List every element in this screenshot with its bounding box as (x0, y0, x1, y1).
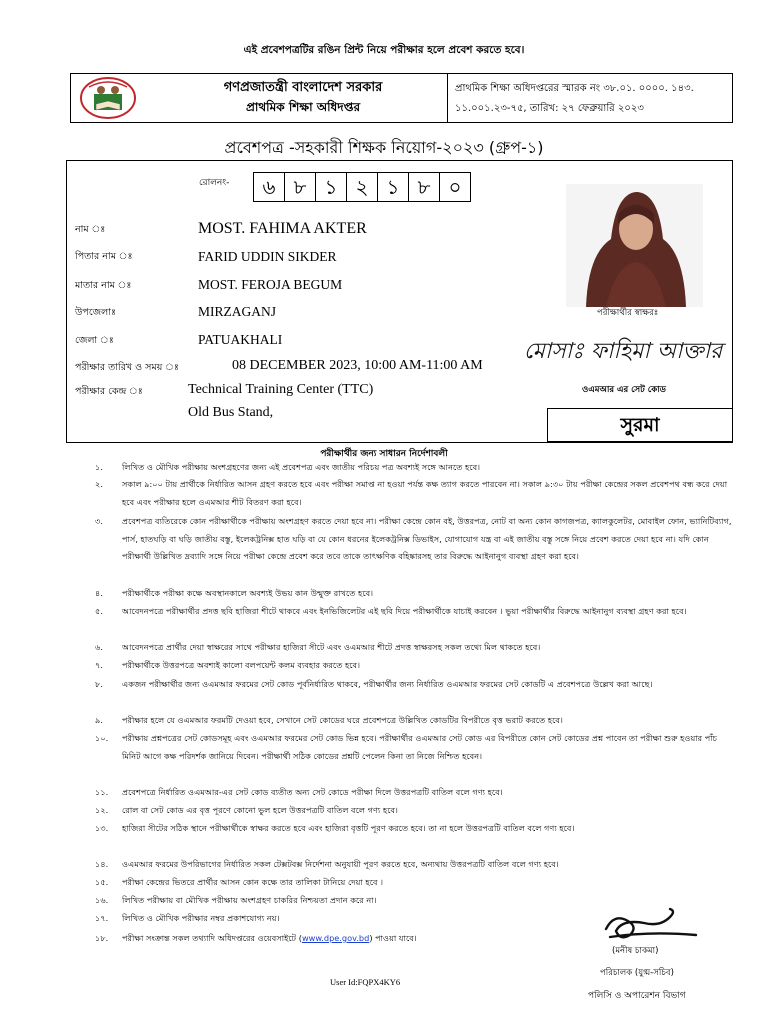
roll-digit: ০ (439, 172, 471, 202)
director-signature (600, 905, 700, 943)
roll-digit: ২ (346, 172, 378, 202)
instruction-item: ১৩. হাজিরা সীটের সঠিক স্থানে পরীক্ষার্থীকে স্বাক্ষর করতে হবে এবং হাজিরা বৃত্তটি পূরণ করতে হবে। তা না হলে উত্তরপত্রটি বাতিল বলে গণ্য হবে। (95, 823, 575, 833)
candidate-signature (513, 329, 733, 371)
district-value: PATUAKHALI (198, 332, 283, 347)
roll-digit: ৬ (253, 172, 285, 202)
department-name: প্রাথমিক শিক্ষা অধিদপ্তর (245, 100, 361, 114)
instruction-item: ৬. আবেদনপত্রে প্রার্থীর দেয়া স্বাক্ষরের সাথে পরীক্ষার হাজিরা সীটে এবং ওএমআর শীটে প্রদত্ত স্বাক্ষরসহ সকল তথ্যে মিল থাকতে হবে। (95, 642, 541, 652)
exam-date-label: পরীক্ষার তারিখ ও সময় ঃ (75, 362, 179, 373)
upazila-label: উপজেলাঃ (75, 307, 117, 318)
name-label: নাম ঃ (75, 224, 106, 235)
memo-date: ১১.০০১.২৩-৭৫, তারিখ: ২৭ ফেব্রুয়ারি ২০২৩ (455, 103, 644, 114)
government-name: গণপ্রজাতন্ত্রী বাংলাদেশ সরকার (223, 80, 383, 95)
exam-center-line1: Technical Training Center (TTC) (188, 382, 374, 397)
instructions-title: পরীক্ষার্থীর জন্য সাধারন নির্দেশাবলী (320, 449, 448, 459)
candidate-photo (566, 184, 703, 307)
dpe-website-link[interactable]: www.dpe.gov.bd (301, 933, 370, 943)
father-name-label: পিতার নাম ঃ (75, 251, 133, 262)
candidate-signature-text: মোসাঃ ফাহিমা আক্তার (523, 339, 723, 364)
instruction-item: ৪. পরীক্ষার্থীকে পরীক্ষা কক্ষে অবস্থানকালে অবশ্যই উভয় কান উন্মুক্ত রাখতে হবে। (95, 588, 374, 598)
admit-card-title: প্রবেশপত্র -সহকারী শিক্ষক নিয়োগ-২০২৩ (গ্রুপ-১) (224, 138, 544, 157)
header-divider (447, 74, 448, 122)
instruction-item: ৮. একজন পরীক্ষার্থীর জন্য ওএমআর ফরমের সেট কোড পূর্বনির্ধারিত থাকবে, পরীক্ষার্থীর জন্য নির্ধারিত ওএমআর ফরমের সেট কোডটি এ প্রবেশপত্রে উল্লেখ করা আছে। (95, 679, 653, 689)
dpe-logo-icon (79, 77, 137, 119)
roll-digit: ১ (315, 172, 347, 202)
omr-set-code-value: সুরমা (547, 408, 733, 442)
district-label: জেলা ঃ (75, 335, 114, 346)
print-notice: এই প্রবেশপত্রটির রঙিন প্রিন্ট নিয়ে পরীক্ষার হলে প্রবেশ করতে হবে। (243, 44, 525, 56)
instruction-item: ১৫. পরীক্ষা কেন্দ্রের ভিতরে প্রার্থীর আসন কোন কক্ষে তার তালিকা টানিয়ে দেয়া হবে । (95, 877, 384, 887)
instruction-item: ১১. প্রবেশপত্রে নির্ধারিত ওএমআর-এর সেট কোড ব্যতীত অন্য সেট কোডে পরীক্ষা দিলে উত্তরপত্রটি বাতিল বলে গণ্য হবে। (95, 787, 503, 797)
name-value: MOST. FAHIMA AKTER (198, 220, 367, 237)
mother-name-value: MOST. FEROJA BEGUM (198, 277, 343, 292)
roll-digit: ৮ (408, 172, 440, 202)
instruction-item: ২. সকাল ৯:০০ টায় প্রার্থীকে নির্ধারিত আসন গ্রহণ করতে হবে এবং পরীক্ষা সমাপ্ত না হওয়া পর্যন্ত কক্ষ ত্যাগ করতে পারবেন না। সকাল ৯:৩০ টায় পরীক্ষা কেন্দ্রের সকল প্রবেশপথ বন্ধ করে দেয়া হবে এবং পরীক্ষার হলে ওএমআর শীট বিতরণ করা হবে। (95, 479, 728, 507)
director-name: (মনীষ চাকমা) (612, 946, 659, 956)
instruction-item: ১০. পরীক্ষায় প্রশ্নপত্রের সেট কোডসমূহ এবং ওএমআর ফরমের সেট কোড ভিন্ন হবে। পরীক্ষার্থীর ওএমআর সেট কোড এর বিপরীতে কোন সেট কোডের প্রশ্ন পাবেন তা পরীক্ষা শুরু হওয়ার পাঁচ মিনিট আগে কক্ষ পরিদর্শক জানিয়ে দিবেন। পরীক্ষার্থী সঠিক কোডের প্রশ্নটি পেলেন কিনা তা নিজে নিশ্চিত হবেন। (95, 733, 718, 761)
header-box (70, 73, 733, 123)
roll-digit: ১ (377, 172, 409, 202)
omr-set-code-label: ওএমআর এর সেট কোড (582, 385, 666, 395)
instruction-item: ১. লিখিত ও মৌখিক পরীক্ষায় অংশগ্রহণের জন্য এই প্রবেশপত্র এবং জাতীয় পরিচয় পত্র অবশ্যই সঙ্গে আনতে হবে। (95, 462, 481, 472)
instruction-item: ১৮. পরীক্ষা সংক্রান্ত সকল তথ্যাদি অধিদপ্তরের ওয়েবসাইটে (www.dpe.gov.bd) পাওয়া যাবে। (95, 933, 417, 943)
roll-number (253, 172, 470, 202)
instruction-item: ৫. আবেদনপত্রে পরীক্ষার্থীর প্রদত্ত ছবি হাজিরা শীটে থাকবে এবং ইনভিজিলেটর এই ছবি দিয়ে পরীক্ষার্থীকে যাচাই করবেন । ভুয়া পরীক্ষার্থীর বিরুদ্ধে আইনানুগ ব্যবস্থা গ্রহণ করা হবে। (95, 606, 687, 616)
instruction-item: ১৬. লিখিত পরীক্ষায় বা মৌখিক পরীক্ষায় অংশগ্রহণ চাকরির নিশ্চয়তা প্রদান করে না। (95, 895, 377, 905)
memo-number: প্রাথমিক শিক্ষা অধিদপ্তরের স্মারক নং ৩৮.০১. ০০০০. ১৪৩. (455, 83, 694, 94)
instruction-item: ৭. পরীক্ষার্থীকে উত্তরপত্রে অবশ্যই কালো বলপয়েন্ট কলম ব্যবহার করতে হবে। (95, 660, 361, 670)
instruction-item: ৯. পরীক্ষার হলে যে ওএমআর ফরমটি দেওয়া হবে, সেখানে সেট কোডের ঘরে প্রবেশপত্রে উল্লিখিত কোডটির বিপরীতে বৃত্ত ভরাট করতে হবে। (95, 715, 563, 725)
roll-label: রোলনং- (199, 178, 230, 188)
instruction-item: ১৪. ওএমআর ফরমের উপরিভাগের নির্ধারিত সকল টেক্সটবক্স নির্দেশনা অনুযায়ী পূরণ করতে হবে, অন্যথায় উত্তরপত্রটি বাতিল বলে গণ্য হবে। (95, 859, 559, 869)
father-name-value: FARID UDDIN SIKDER (198, 249, 337, 264)
exam-date-value: 08 DECEMBER 2023, 10:00 AM-11:00 AM (232, 358, 483, 373)
instruction-item: ১২. রোল বা সেট কোড এর বৃত্ত পূরণে কোনো ভুল হলে উত্তরপত্রটি বাতিল বলে গণ্য হবে। (95, 805, 398, 815)
director-department: পলিসি ও অপারেশন বিভাগ (588, 991, 686, 1001)
upazila-value: MIRZAGANJ (198, 304, 277, 319)
mother-name-label: মাতার নাম ঃ (75, 280, 132, 291)
instruction-item: ১৭. লিখিত ও মৌখিক পরীক্ষার নম্বর প্রকাশযোগ্য নয়। (95, 913, 280, 923)
exam-center-label: পরীক্ষার কেন্দ্র ঃ (75, 386, 143, 397)
candidate-signature-caption: পরীক্ষার্থীর স্বাক্ষরঃ (597, 308, 659, 318)
instruction-item: ৩. প্রবেশপত্র ব্যতিরেকে কোন পরীক্ষার্থীকে পরীক্ষায় অংশগ্রহণ করতে দেয়া হবে না। পরীক্ষা কেন্দ্রে কোন বই, উত্তরপত্র, নোট বা অন্য কোন কাগজপত্র, ক্যালকুলেটর, মোবাইল ফোন, ভ্যানিটিব্যাগ, পার্স, হাতঘড়ি বা ঘড়ি জাতীয় বস্তু, ইলেকট্রনিক্স হাত ঘড়ি বা যে কোন ধরনের ইলেকট্রনিক্স ডিভাইস, যোগাযোগ যন্ত্র বা এই জাতীয় বস্তু সঙ্গে নিয়ে প্রবেশ করতে দেয়া হবে না। যদি কোন পরীক্ষার্থী উল্লিখিত দ্রব্যাদি সঙ্গে নিয়ে পরীক্ষা কেন্দ্রে প্রবেশ করে তবে তাকে তাৎক্ষণিক বহিষ্কারসহ তার বিরুদ্ধে আইনানুগ ব্যবস্থা গ্রহণ করা হবে। (95, 516, 732, 561)
director-title: পরিচালক (যুগ্ম-সচিব) (600, 968, 674, 978)
user-id: User Id:FQPX4KY6 (330, 977, 401, 987)
exam-center-line2: Old Bus Stand, (188, 405, 274, 420)
roll-digit: ৮ (284, 172, 316, 202)
